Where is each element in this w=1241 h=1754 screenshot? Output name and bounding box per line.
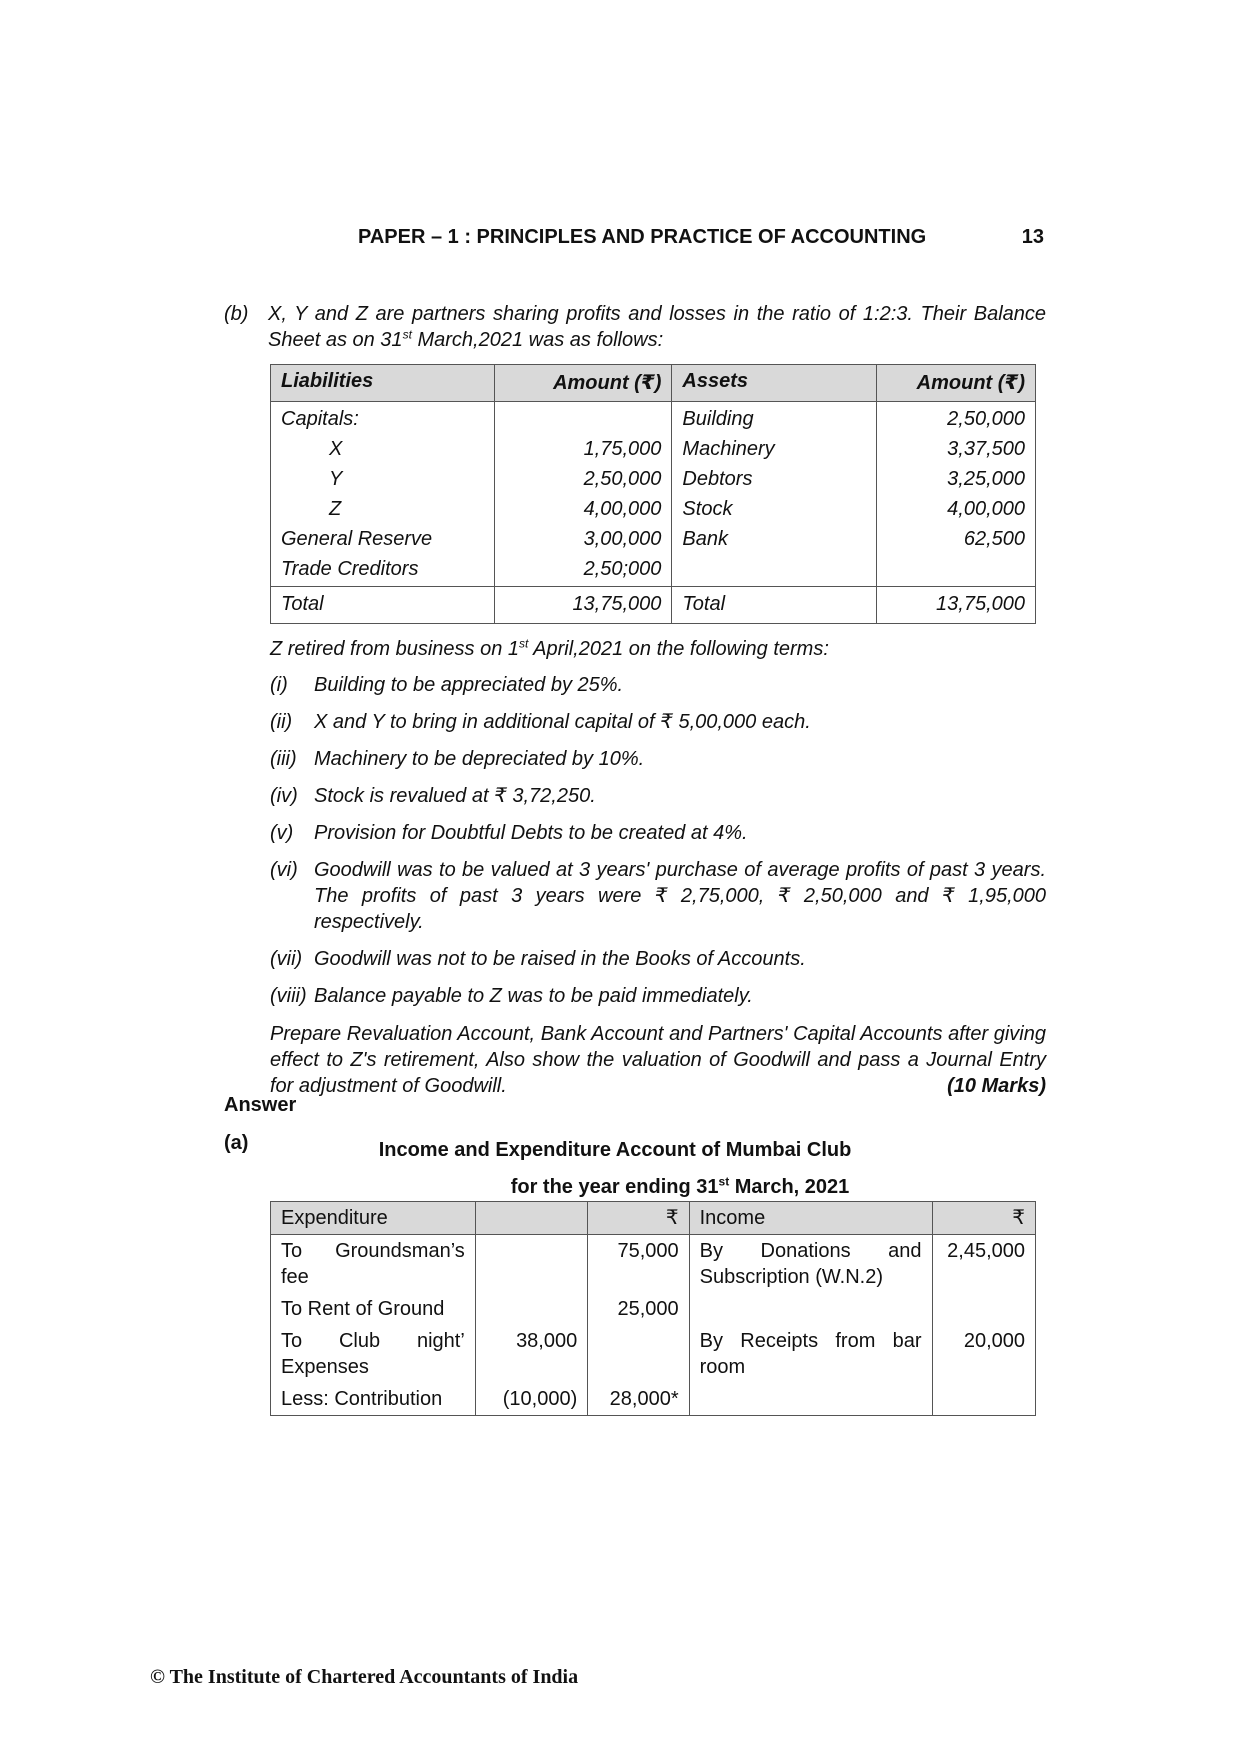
cell: 2,45,000 <box>932 1235 1035 1294</box>
table-row <box>271 526 1036 556</box>
col-amount: ₹ <box>932 1202 1035 1235</box>
cell: 62,500 <box>877 526 1036 556</box>
cell: 2,50;000 <box>494 556 672 587</box>
cell: To Groundsman’s fee <box>271 1235 476 1294</box>
table-row <box>271 1293 1036 1325</box>
col-liabilities: Liabilities <box>271 365 495 402</box>
table-row <box>271 436 1036 466</box>
col-assets: Assets <box>672 365 877 402</box>
balance-sheet-table <box>270 364 1036 624</box>
cell: Total <box>271 587 495 624</box>
footer-copyright: © The Institute of Chartered Accountants of India <box>150 1666 579 1688</box>
cell <box>689 1383 932 1416</box>
cell: Z <box>271 496 495 526</box>
cell <box>932 1293 1035 1325</box>
table-row <box>271 1325 1036 1383</box>
cell <box>494 402 672 437</box>
terms-intro: Z retired from business on 1st April,2021 on the following terms: <box>270 636 829 660</box>
question-text: X, Y and Z are partners sharing profits and losses in the ratio of 1:2:3. Their Balance Sheet as on 31st March,2021 was as follows: <box>268 303 1046 351</box>
cell <box>672 556 877 587</box>
cell <box>588 1325 689 1383</box>
cell <box>877 556 1036 587</box>
cell: 28,000* <box>588 1383 689 1416</box>
cell: 2,50,000 <box>877 402 1036 437</box>
page-number: 13 <box>1021 226 1044 248</box>
table-header-row <box>271 365 1036 402</box>
cell: Stock <box>672 496 877 526</box>
cell: To Club night’ Expenses <box>271 1325 476 1383</box>
list-item: (vii) Goodwill was not to be raised in the Books of Accounts. <box>270 948 806 970</box>
col-sub-amount <box>475 1202 587 1235</box>
cell: 25,000 <box>588 1293 689 1325</box>
cell: Building <box>672 402 877 437</box>
list-item: (iv) Stock is revalued at ₹ 3,72,250. <box>270 785 596 807</box>
cell: Y <box>271 466 495 496</box>
cell: Machinery <box>672 436 877 466</box>
cell: Trade Creditors <box>271 556 495 587</box>
list-item: (viii) Balance payable to Z was to be paid immediately. <box>270 985 753 1007</box>
answer-heading: Answer <box>224 1094 297 1116</box>
table-row <box>271 402 1036 437</box>
cell: 75,000 <box>588 1235 689 1294</box>
cell: 4,00,000 <box>494 496 672 526</box>
list-item: (ii) X and Y to bring in additional capital of ₹ 5,00,000 each. <box>270 711 811 733</box>
cell: 20,000 <box>932 1325 1035 1383</box>
paper-title: PAPER – 1 : PRINCIPLES AND PRACTICE OF ACCOUNTING <box>358 226 927 248</box>
account-title: Income and Expenditure Account of Mumbai Club for the year ending 31st March, 2021 <box>378 1139 852 1198</box>
cell: 13,75,000 <box>877 587 1036 624</box>
marks-label: (10 Marks) <box>947 1075 1046 1097</box>
list-item: (vi) Goodwill was to be valued at 3 years' purchase of average profits of past 3 years. The profits of past 3 years were ₹ 2,75,000, ₹ 2,50,000 and ₹ 1,95,000 respectively. <box>270 859 1046 933</box>
col-amount: ₹ <box>588 1202 689 1235</box>
cell: By Donations and Subscription (W.N.2) <box>689 1235 932 1294</box>
cell: 4,00,000 <box>877 496 1036 526</box>
table-row <box>271 556 1036 587</box>
cell: 13,75,000 <box>494 587 672 624</box>
question-label: (b) <box>224 303 249 325</box>
cell: 2,50,000 <box>494 466 672 496</box>
total-row <box>271 587 1036 624</box>
cell: 3,25,000 <box>877 466 1036 496</box>
list-item: (v) Provision for Doubtful Debts to be created at 4%. <box>270 822 748 844</box>
cell <box>932 1383 1035 1416</box>
income-expenditure-table <box>270 1201 1036 1416</box>
table-row <box>271 466 1036 496</box>
cell: By Receipts from bar room <box>689 1325 932 1383</box>
table-row <box>271 1235 1036 1294</box>
retirement-terms <box>270 636 1046 1099</box>
cell: X <box>271 436 495 466</box>
cell: Capitals: <box>271 402 495 437</box>
cell <box>475 1293 587 1325</box>
table-row <box>271 496 1036 526</box>
cell: Total <box>672 587 877 624</box>
cell: 38,000 <box>475 1325 587 1383</box>
cell: General Reserve <box>271 526 495 556</box>
cell: To Rent of Ground <box>271 1293 476 1325</box>
table-row <box>271 1383 1036 1416</box>
table-header-row <box>271 1202 1036 1235</box>
cell: Debtors <box>672 466 877 496</box>
list-item: (iii) Machinery to be depreciated by 10%. <box>270 748 645 770</box>
list-item: (i) Building to be appreciated by 25%. <box>270 674 624 696</box>
cell <box>689 1293 932 1325</box>
cell: Less: Contribution <box>271 1383 476 1416</box>
cell: 3,00,000 <box>494 526 672 556</box>
question-instruction: Prepare Revaluation Account, Bank Account and Partners' Capital Accounts after giving effect to Z's retirement, Also show the valuation of Goodwill and pass a Journal Entry for adjustment of Goodwill. (10 Marks) <box>270 1023 1046 1097</box>
cell: Bank <box>672 526 877 556</box>
cell <box>475 1235 587 1294</box>
col-expenditure: Expenditure <box>271 1202 476 1235</box>
col-amount: Amount (₹) <box>877 365 1036 402</box>
answer-part-label: (a) <box>224 1132 249 1154</box>
col-income: Income <box>689 1202 932 1235</box>
cell: 3,37,500 <box>877 436 1036 466</box>
cell: 1,75,000 <box>494 436 672 466</box>
col-amount: Amount (₹) <box>494 365 672 402</box>
cell: (10,000) <box>475 1383 587 1416</box>
